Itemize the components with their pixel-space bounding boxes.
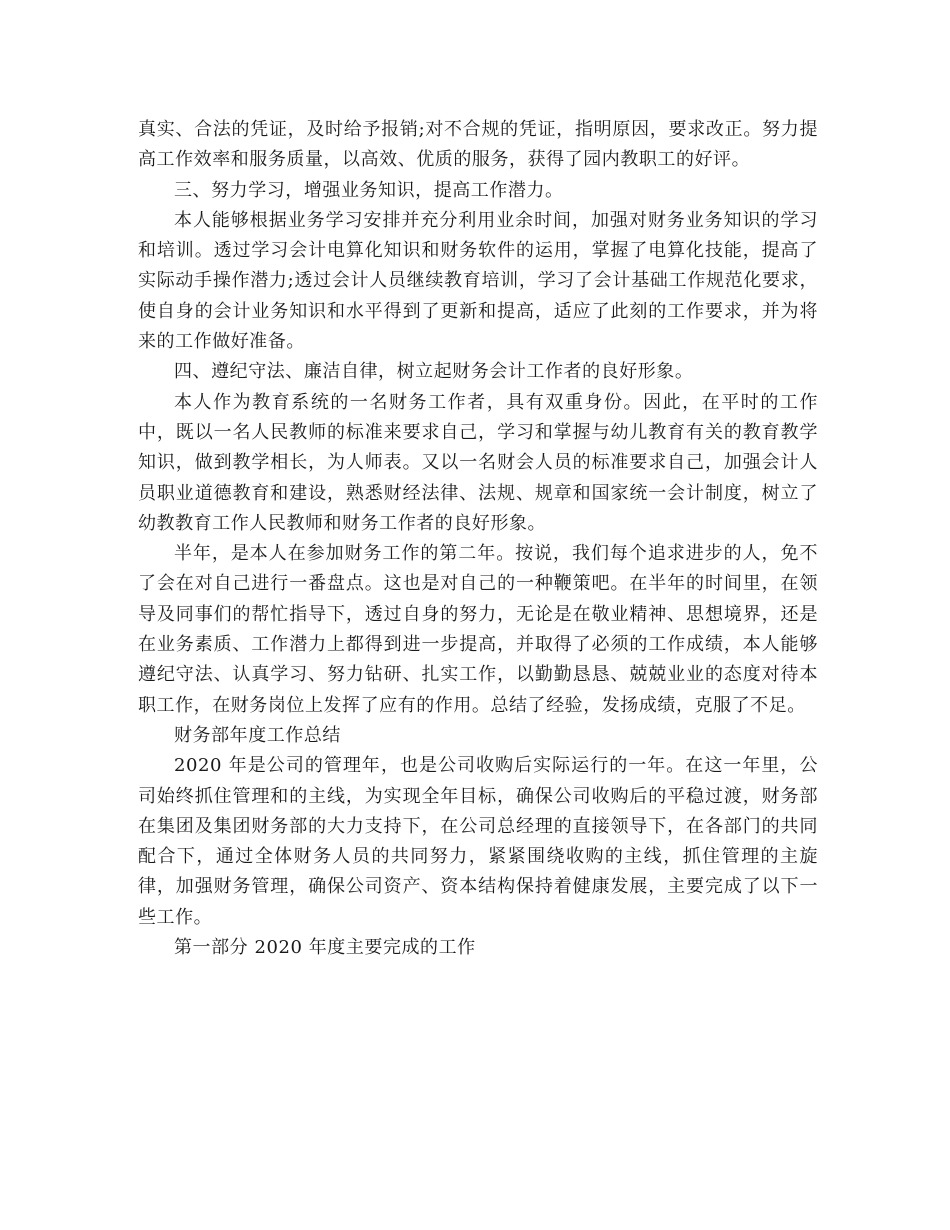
section-heading-3: 三、努力学习，增强业务知识，提高工作潜力。 <box>174 179 564 201</box>
paragraph-half-year: 半年，是本人在参加财务工作的第二年。按说，我们每个追求进步的人，免不了会在对自己进行一番盘点。这也是对自己的一种鞭策吧。在半年的时间里，在领导及同事们的帮忙指导下，透过自身的努力，无论是在敬业精神、思想境界，还是在业务素质、工作潜力上都得到进一步提高，并取得了必须的工作成绩，本人能够遵纪守法、认真学习、努力钻研、扎实工作，以勤勤恳恳、兢兢业业的态度对待本职工作，在财务岗位上发挥了应有的作用。总结了经验，发扬成绩，克服了不足。 <box>138 543 818 716</box>
paragraph-1: 真实、合法的凭证，及时给予报销;对不合规的凭证，指明原因，要求改正。努力提高工作效率和服务质量，以高效、优质的服务，获得了园内教职工的好评。 <box>138 119 818 171</box>
paragraph-2020: 2020 年是公司的管理年，也是公司收购后实际运行的一年。在这一年里，公司始终抓住管理和的主线，为实现全年目标，确保公司收购后的平稳过渡，财务部在集团及集团财务部的大力支持下，在公司总经理的直接领导下，在各部门的共同配合下，通过全体财务人员的共同努力，紧紧围绕收购的主线，抓住管理的主旋律，加强财务管理，确保公司资产、资本结构保持着健康发展，主要完成了以下一些工作。 <box>138 755 818 928</box>
section-heading-4: 四、遵纪守法、廉洁自律，树立起财务会计工作者的良好形象。 <box>174 361 694 383</box>
paragraph-study: 本人能够根据业务学习安排并充分利用业余时间，加强对财务业务知识的学习和培训。透过学习会计电算化知识和财务软件的运用，掌握了电算化技能，提高了实际动手操作潜力;透过会计人员继续教育培训，学习了会计基础工作规范化要求，使自身的会计业务知识和水平得到了更新和提高，适应了此刻的工作要求，并为将来的工作做好准备。 <box>138 209 818 353</box>
paragraph-identity: 本人作为教育系统的一名财务工作者，具有双重身份。因此，在平时的工作中，既以一名人民教师的标准来要求自己，学习和掌握与幼儿教育有关的教育教学知识，做到教学相长，为人师表。又以一名财会人员的标准要求自己，加强会计人员职业道德教育和建设，熟悉财经法律、法规、规章和国家统一会计制度，树立了幼教教育工作人民教师和财务工作者的良好形象。 <box>138 391 818 534</box>
document-subtitle: 财务部年度工作总结 <box>174 724 341 746</box>
document-body <box>138 115 818 963</box>
part-one-heading: 第一部分 2020 年度主要完成的工作 <box>174 937 476 959</box>
